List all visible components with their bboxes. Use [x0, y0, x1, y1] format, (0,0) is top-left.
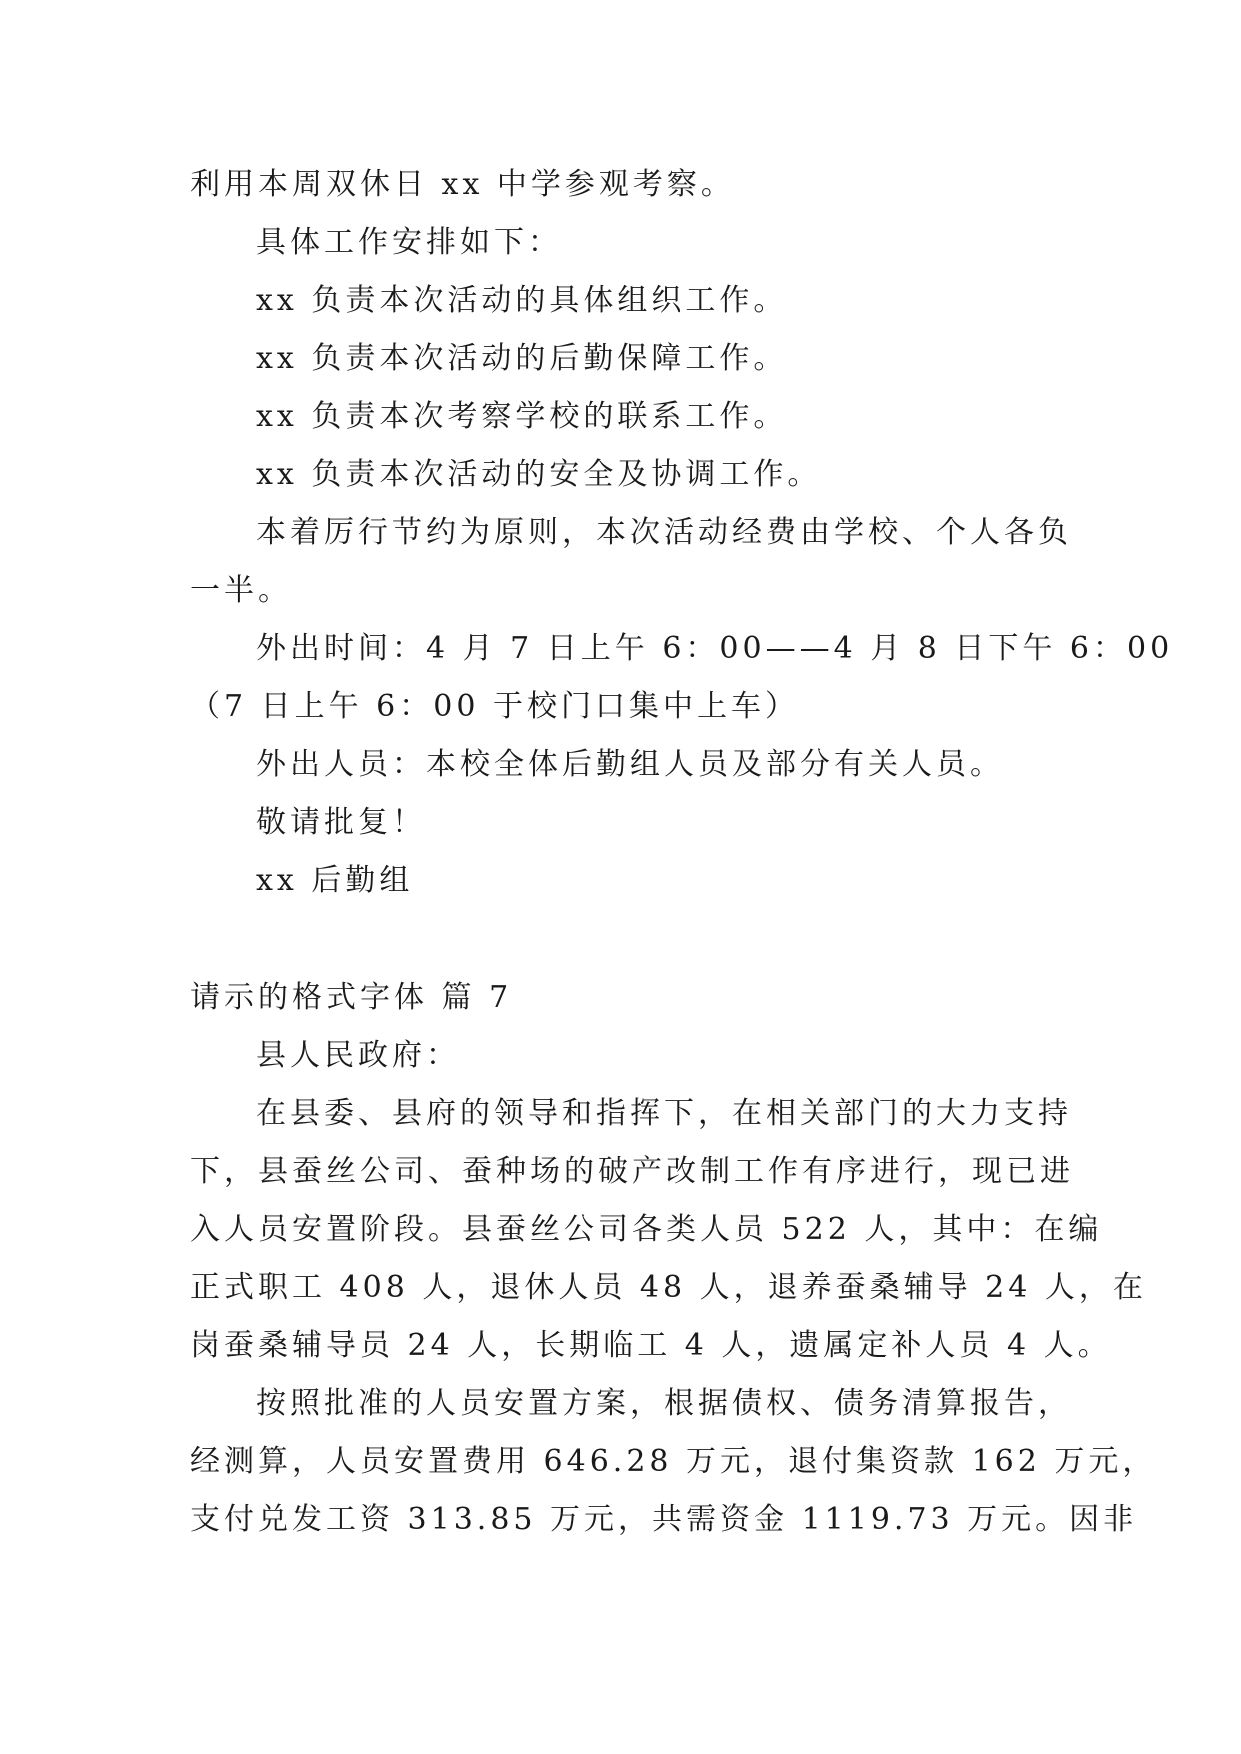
text-line: xx 负责本次活动的后勤保障工作。	[256, 341, 788, 376]
text-line: 外出人员：本校全体后勤组人员及部分有关人员。	[256, 747, 1004, 782]
text-line: 在县委、县府的领导和指挥下，在相关部门的大力支持	[256, 1096, 1072, 1131]
text-line: xx 负责本次活动的安全及协调工作。	[256, 457, 822, 492]
text-line: 支付兑发工资 313.85 万元，共需资金 1119.73 万元。因非	[190, 1502, 1138, 1537]
text-line: 本着厉行节约为原则，本次活动经费由学校、个人各负	[256, 515, 1072, 550]
text-line: 敬请批复！	[256, 805, 426, 840]
text-line: 县人民政府：	[256, 1038, 460, 1073]
text-line: 外出时间：4 月 7 日上午 6：00——4 月 8 日下午 6：00	[256, 631, 1174, 666]
text-line: 一半。	[190, 573, 292, 608]
text-line: （7 日上午 6：00 于校门口集中上车）	[190, 689, 799, 724]
text-line: 岗蚕桑辅导员 24 人，长期临工 4 人，遗属定补人员 4 人。	[190, 1328, 1112, 1363]
text-line: xx 后勤组	[256, 863, 414, 898]
section-heading: 请示的格式字体 篇 7	[190, 980, 513, 1015]
text-line: 下，县蚕丝公司、蚕种场的破产改制工作有序进行，现已进	[190, 1154, 1074, 1189]
text-line: 具体工作安排如下：	[256, 225, 562, 260]
text-line: 按照批准的人员安置方案，根据债权、债务清算报告，	[256, 1386, 1072, 1421]
text-line: 利用本周双休日 xx 中学参观考察。	[190, 167, 735, 202]
text-line: 经测算，人员安置费用 646.28 万元，退付集资款 162 万元，	[190, 1444, 1157, 1479]
text-line: xx 负责本次考察学校的联系工作。	[256, 399, 788, 434]
text-line: 正式职工 408 人，退休人员 48 人，退养蚕桑辅导 24 人，在	[190, 1270, 1147, 1305]
text-line: xx 负责本次活动的具体组织工作。	[256, 283, 788, 318]
text-line: 入人员安置阶段。县蚕丝公司各类人员 522 人，其中：在编	[190, 1212, 1103, 1247]
